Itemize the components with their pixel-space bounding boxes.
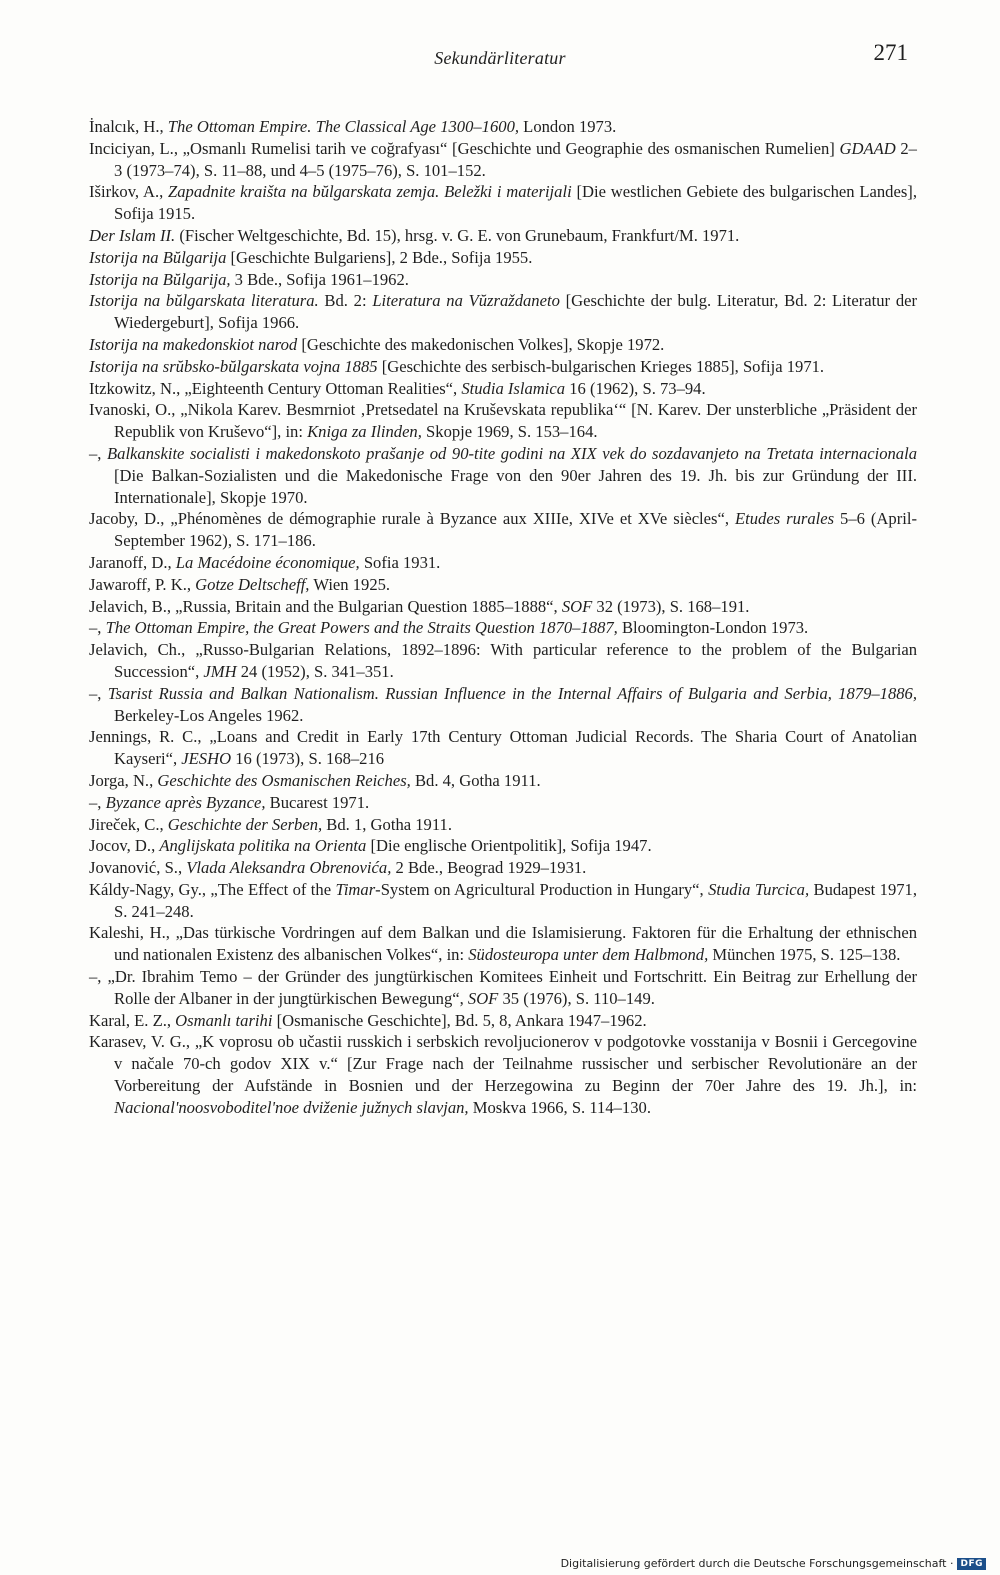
entry-title: The Ottoman Empire, the Great Powers and the Straits Question 1870–1887, xyxy=(105,618,618,638)
entry-text: –, „Dr. Ibrahim Temo – der Gründer des jungtürkischen Komitees Einheit und Fortschritt. Ein Beitrag zur Erhellung der Rolle der Albaner in der jungtürkischen Bewegung“, xyxy=(89,967,917,1008)
entry-text: 35 (1976), S. 110–149. xyxy=(498,988,655,1008)
entry-text: Bd. 1, Gotha 1911. xyxy=(322,814,452,834)
entry-title: Südosteuropa unter dem Halbmond, xyxy=(468,945,709,965)
entry-title: JESHO xyxy=(181,749,232,769)
entry-text: [Osmanische Geschichte], Bd. 5, 8, Ankara 1947–1962. xyxy=(272,1010,647,1030)
entry-text: Jocov, D., xyxy=(89,836,160,856)
entry-text: Jawaroff, P. K., xyxy=(89,574,196,594)
entry-text: 16 (1973), S. 168–216 xyxy=(231,749,385,769)
bibliography-entry xyxy=(89,334,917,356)
entry-text: -System on Agricultural Production in Hungary“, xyxy=(375,879,709,899)
entry-title: Studia Turcica, xyxy=(708,879,810,899)
bibliography-entry xyxy=(89,443,917,508)
bibliography-entry xyxy=(89,726,917,770)
entry-text: Ivanoski, O., „Nikola Karev. Besmrniot ‚Pretsedatel na Kruševskata republika‘“ [N. Karev. Der unsterbliche „Präsident der Republik von Kruševo“], in: xyxy=(89,400,917,442)
entry-text: [Die westlichen Gebiete des bulgarischen Landes], Sofija 1915. xyxy=(114,182,917,224)
page-number: 271 xyxy=(873,40,908,65)
entry-title: Tsarist Russia and Balkan Nationalism. Russian Influence in the Internal Affairs of Bulgaria and Serbia, 1879–1886, xyxy=(107,683,917,703)
entry-title: Istorija na Bŭlgarija xyxy=(89,247,227,267)
entry-text: 2–3 (1973–74), S. 11–88, und 4–5 (1975–76), S. 101–152. xyxy=(114,138,917,180)
entry-text: Jelavich, B., „Russia, Britain and the Bulgarian Question 1885–1888“, xyxy=(89,596,562,616)
entry-text: Jireček, C., xyxy=(89,814,168,834)
entry-title: Timar xyxy=(335,879,376,899)
entry-text: Jacoby, D., „Phénomènes de démographie rurale à Byzance aux XIIIe, XIVe et XVe siècles“, xyxy=(89,509,735,529)
entry-title: Istorija na bŭlgarskata literatura. xyxy=(89,291,319,311)
entry-text: Bloomington-London 1973. xyxy=(617,618,809,638)
entry-text: –, xyxy=(89,443,108,463)
entry-text: Jaranoff, D., xyxy=(89,552,176,572)
bibliography-entry xyxy=(89,269,917,291)
digitization-footer xyxy=(561,1557,986,1570)
entry-text: [Die Balkan-Sozialisten und die Makedonische Frage von den 90er Jahren des 19. Jh. bis zur Gründung der III. Internationale], Skopje 1970. xyxy=(114,465,917,507)
entry-title: Anglijskata politika na Orienta xyxy=(159,836,367,856)
entry-text: [Die englische Orientpolitik], Sofija 1947. xyxy=(366,836,652,856)
bibliography-entry xyxy=(89,596,917,618)
entry-text: Karal, E. Z., xyxy=(89,1010,176,1030)
entry-title: Istorija na Bŭlgarija, xyxy=(89,269,231,289)
entry-text: Wien 1925. xyxy=(309,574,391,594)
entry-title: Studia Islamica xyxy=(461,378,566,398)
entry-text: –, xyxy=(89,618,106,638)
entry-text: –, xyxy=(89,683,108,703)
entry-title: JMH xyxy=(203,661,237,681)
entry-text: Iširkov, A., xyxy=(89,182,169,202)
entry-title: Gotze Deltscheff, xyxy=(195,574,310,594)
entry-title: The Ottoman Empire. The Classical Age 1300–1600, xyxy=(167,117,520,136)
entry-text: Skopje 1969, S. 153–164. xyxy=(421,422,598,442)
entry-title: Zapadnite kraišta na bŭlgarskata zemja. Beležki i materijali xyxy=(168,182,572,202)
entry-text: –, xyxy=(89,792,106,812)
entry-text: İnalcık, H., xyxy=(89,117,168,136)
entry-title: Geschichte des Osmanischen Reiches, xyxy=(157,770,411,790)
entry-text: [Geschichte der bulg. Literatur, Bd. 2: Literatur der Wiedergeburt], Sofija 1966. xyxy=(114,291,918,333)
bibliography-entry xyxy=(89,138,917,182)
bibliography-entry xyxy=(89,225,917,247)
entry-text: Sofia 1931. xyxy=(359,552,441,572)
entry-text: Jennings, R. C., „Loans and Credit in Early 17th Century Ottoman Judicial Records. The Sharia Court of Anatolian Kayseri“, xyxy=(89,727,917,769)
bibliography-entry xyxy=(89,1031,917,1118)
bibliography-entry xyxy=(89,356,917,378)
bibliography-entry xyxy=(89,1010,917,1032)
bibliography-entry xyxy=(89,181,917,225)
entry-text: 5–6 (April-September 1962), S. 171–186. xyxy=(114,509,917,551)
bibliography-entry xyxy=(89,574,917,596)
bibliography-entry xyxy=(89,508,917,552)
entry-title: Vlada Aleksandra Obrenovića, xyxy=(186,858,392,878)
entry-text: Jelavich, Ch., „Russo-Bulgarian Relations, 1892–1896: With particular reference to the problem of the Bulgarian Succession“, xyxy=(89,640,917,681)
entry-text: Berkeley-Los Angeles 1962. xyxy=(114,705,304,725)
entry-text: London 1973. xyxy=(519,117,617,136)
bibliography-entry xyxy=(89,639,917,683)
running-head: Sekundärliteratur xyxy=(434,48,566,68)
bibliography-list xyxy=(89,116,917,1119)
entry-title: Kniga za Ilinden, xyxy=(307,422,422,442)
entry-text: Jovanović, S., xyxy=(89,858,187,878)
bibliography-entry xyxy=(89,399,917,443)
entry-title: SOF xyxy=(561,596,593,616)
bibliography-entry xyxy=(89,290,917,334)
entry-text: [Geschichte des makedonischen Volkes], Skopje 1972. xyxy=(297,334,665,354)
dfg-logo: DFG xyxy=(957,1558,986,1570)
entry-text: 2 Bde., Beograd 1929–1931. xyxy=(391,858,587,878)
entry-text: Itzkowitz, N., „Eighteenth Century Ottoman Realities“, xyxy=(89,378,462,398)
entry-title: Literatura na Vŭzraždaneto xyxy=(372,291,560,311)
bibliography-entry xyxy=(89,966,917,1010)
entry-title: Geschichte der Serben, xyxy=(167,814,323,834)
bibliography-entry xyxy=(89,879,917,923)
bibliography-entry xyxy=(89,857,917,879)
entry-text: Jorga, N., xyxy=(89,770,158,790)
entry-text: Káldy-Nagy, Gy., „The Effect of the xyxy=(89,879,336,899)
entry-text: [Geschichte Bulgariens], 2 Bde., Sofija 1955. xyxy=(226,247,533,267)
entry-text: München 1975, S. 125–138. xyxy=(708,945,901,965)
entry-title: Etudes rurales xyxy=(734,509,835,529)
entry-title: Istorija na srŭbsko-bŭlgarskata vojna 1885 xyxy=(89,356,378,376)
entry-text: 24 (1952), S. 341–351. xyxy=(236,661,394,681)
bibliography-entry xyxy=(89,247,917,269)
bibliography-entry xyxy=(89,552,917,574)
entry-title: Balkanskite socialisti i makedonskoto prašanje od 90-tite godini na XIX vek do sozdavanjeto na Tretata internacionala xyxy=(107,443,918,463)
bibliography-entry xyxy=(89,378,917,400)
bibliography-entry xyxy=(89,835,917,857)
entry-text: Karasev, V. G., „K voprosu ob učastii russkich i serbskich revoljucionerov v podgotovke vosstanija v Bosnii i Gercegovine v načale 70-ch godov XIX v.“ [Zur Frage nach der Teilnahme russischer und serbischer Revolutionäre an der Vorbereitung der Aufstände in Bosnien und der Herzegowina zu Beginn der 70er Jahre des 19. Jh.], in: xyxy=(89,1032,917,1096)
entry-text: Budapest 1971, S. 241–248. xyxy=(114,879,918,921)
bibliography-entry xyxy=(89,683,917,727)
entry-title: GDAAD xyxy=(839,138,896,158)
entry-title: Byzance après Byzance, xyxy=(105,792,266,812)
entry-text: (Fischer Weltgeschichte, Bd. 15), hrsg. v. G. E. von Grunebaum, Frankfurt/M. 1971. xyxy=(175,225,740,245)
entry-text: Bd. 4, Gotha 1911. xyxy=(410,770,541,790)
entry-text: Kaleshi, H., „Das türkische Vordringen auf dem Balkan und die Islamisierung. Faktoren für die Erhaltung der ethnischen und nationalen Existenz des albanischen Volkes“, in: xyxy=(89,923,917,965)
entry-title: Nacional'noosvoboditel'noe dviženie južnych slavjan, xyxy=(114,1097,469,1117)
entry-text: 16 (1962), S. 73–94. xyxy=(565,378,706,398)
entry-title: Osmanlı tarihi xyxy=(175,1010,273,1030)
bibliography-entry xyxy=(89,922,917,966)
entry-text: Moskva 1966, S. 114–130. xyxy=(468,1097,651,1117)
bibliography-entry xyxy=(89,792,917,814)
entry-text: [Geschichte des serbisch-bulgarischen Krieges 1885], Sofija 1971. xyxy=(377,356,825,376)
entry-text: Bd. 2: xyxy=(318,291,373,311)
entry-title: Der Islam II. xyxy=(89,225,176,245)
entry-text: 32 (1973), S. 168–191. xyxy=(592,596,750,616)
entry-text: Inciciyan, L., „Osmanlı Rumelisi tarih ve coğrafyası“ [Geschichte und Geographie des osmanischen Rumelien] xyxy=(89,138,840,158)
entry-text: 3 Bde., Sofija 1961–1962. xyxy=(230,269,409,289)
bibliography-entry xyxy=(89,770,917,792)
bibliography-entry xyxy=(89,116,917,138)
entry-title: SOF xyxy=(467,988,499,1008)
footer-text: Digitalisierung gefördert durch die Deutsche Forschungsgemeinschaft · xyxy=(560,1557,954,1570)
entry-title: La Macédoine économique, xyxy=(175,552,360,572)
bibliography-entry xyxy=(89,814,917,836)
entry-title: Istorija na makedonskiot narod xyxy=(89,334,298,354)
bibliography-entry xyxy=(89,617,917,639)
entry-text: Bucarest 1971. xyxy=(265,792,370,812)
